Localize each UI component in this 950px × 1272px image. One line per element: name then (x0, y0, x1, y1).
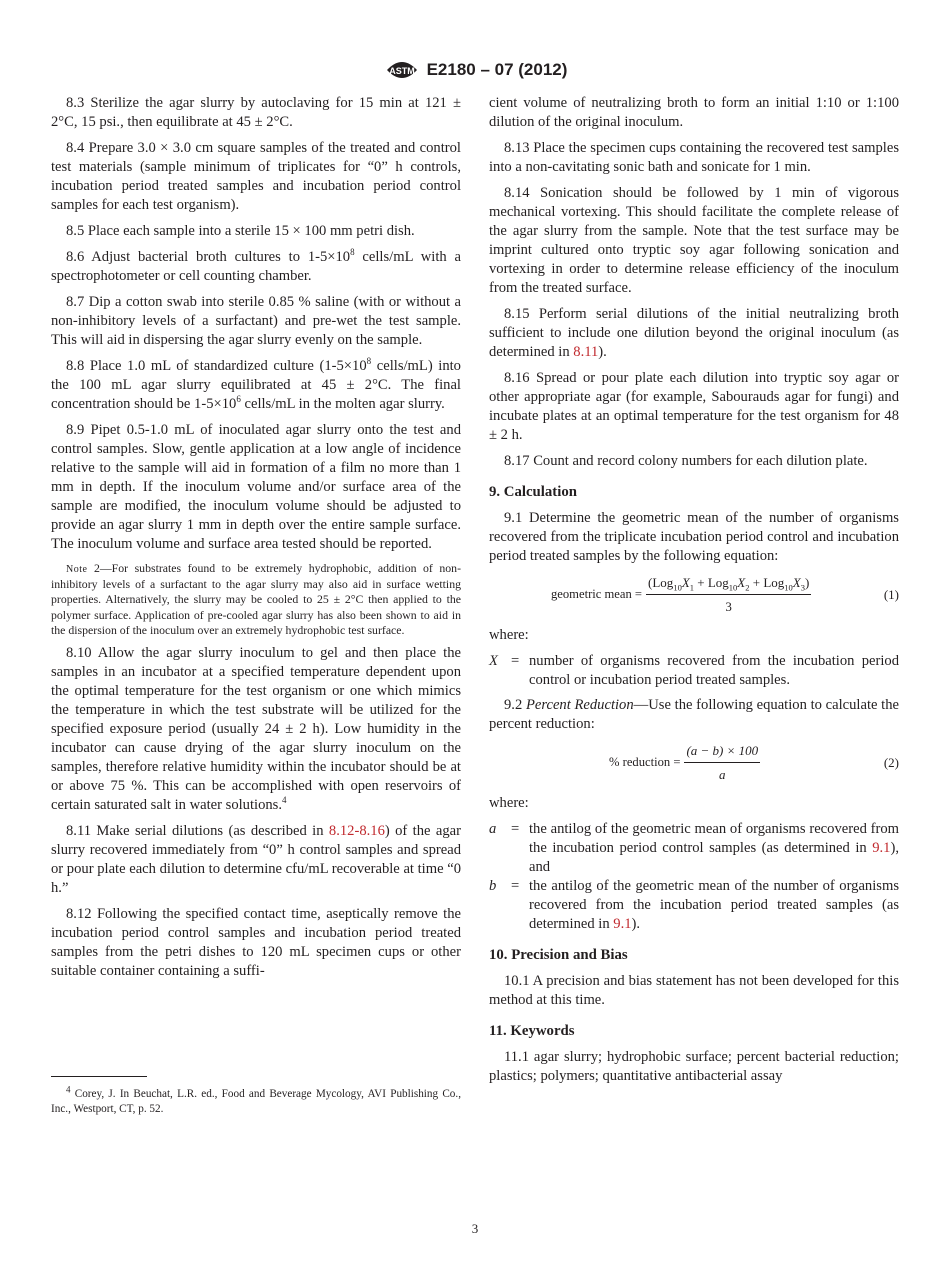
equation-1-fraction (646, 573, 811, 616)
paragraph-8-17: 8.17 Count and record colony numbers for each dilution plate. (504, 453, 868, 469)
section-heading-precision-and-bias: 10. Precision and Bias (489, 947, 628, 963)
paragraph-8-12-continued: cient volume of neutralizing broth to form an initial 1:10 or 1:100 dilution of the original inoculum. (489, 95, 899, 130)
equation-2 (489, 741, 899, 784)
paragraph-8-8: 8.8 Place 1.0 mL of standardized culture ($1-5\times 10^8$ cells/mL) into the 100 mL agar slurry equilibrated at 45 ± 2°C. The final concentration should be $1-5\times 10^6$ cells/mL in the molten agar slurry. (51, 356, 461, 412)
definition-b: b = the antilog of the geometric mean of the number of organisms recovered from the incubation period treated samples (as determined in 9.1). (489, 878, 899, 932)
right-column (489, 94, 899, 1093)
footnote-4: $^4$ Corey, J. In Beuchat, L.R. ed., Food and Beverage Mycology, AVI Publishing Co., Inc., Westport, CT, p. 52. (51, 1084, 461, 1115)
equation-1-number: (1) (883, 587, 899, 602)
link-9-1-a[interactable]: 9.1 (872, 840, 891, 856)
paragraph-8-14: 8.14 Sonication should be followed by 1 min of vigorous mechanical vortexing. This should facilitate the complete release of the agar slurry from the sample. Note that the test surface may be imprint cultured onto tryptic soy agar following sonication and vortexing in order to determine release efficiency of the inoculum from the treated surface. (489, 185, 899, 296)
definition-a: a = the antilog of the geometric mean of organisms recovered from the incubation period control samples (as determined in 9.1), and (489, 821, 899, 875)
equation-1-denominator: 3 (725, 599, 732, 614)
link-9-1-b[interactable]: 9.1 (613, 916, 632, 932)
definitions-2 (489, 820, 899, 934)
equation-1-lhs: geometric mean = (551, 587, 643, 601)
paragraph-8-11: 8.11 Make serial dilutions (as described in 8.12-8.16) of the agar slurry recovered immediately from “0” h control samples and spread or pour plate each dilution to determine cfu/mL recoverable at time “0 h.” (51, 823, 461, 897)
section-heading-keywords: 11. Keywords (489, 1023, 575, 1039)
note-2: Note 2—For substrates found to be extremely hydrophobic, addition of non-inhibitory levels of a surfactant to the agar slurry may also aid in surface wetting properties. Alternatively, the slurry may be cooled to 25 ± 2°C then applied to the polymer surface. Application of pre-cooled agar slurry has also been shown to aid in the dispersion of the inoculum over an extremely hydrophobic test surface. (51, 561, 461, 637)
paragraph-8-16: 8.16 Spread or pour plate each dilution into tryptic soy agar or other appropriate agar (for example, Sabourauds agar for fungi) and incubate plates at an optimal temperature for the test organism for 48 ± 2 h. (489, 370, 899, 443)
page-number: 3 (471, 1221, 479, 1236)
equation-2-number: (2) (883, 755, 899, 770)
paragraph-10-1: 10.1 A precision and bias statement has not been developed for this method at this time. (489, 973, 899, 1008)
paragraph-8-10: 8.10 Allow the agar slurry inoculum to gel and then place the samples in an incubator at a specified temperature dependent upon the optimal temperature for the test organism or one which mimics the temperature in which the test substrate will be utilized for the specified exposure period (usually 24 ± 2 h). Low humidity in the incubator can cause drying of the agar slurry inoculum on the samples, therefore relative humidity within the incubator should be at or above 75 %. This can be accomplished with open reservoirs of certain saturated salt in water solutions.$^4$ (51, 645, 461, 814)
paragraph-8-9: 8.9 Pipet 0.5-1.0 mL of inoculated agar slurry onto the test and control samples. Slow, gentle application at a low angle of incidence relative to the sample will aid in formation of a film no more than 1 mm in depth. If the inoculum volume and/or surface area of the sample are modified, the inoculum volume should be adjusted to provide an agar slurry 1 mm in depth over the entire sample surface. The inoculum volume and surface area tested should be reported. (51, 422, 461, 552)
equation-2-lhs: % reduction = (609, 755, 681, 769)
paragraph-8-7: 8.7 Dip a cotton swab into sterile 0.85 % saline (with or without a non-inhibitory levels of a surfactant) and pre-wet the test sample. This will aid in dispersing the agar slurry evenly on the sample. (51, 294, 461, 348)
paragraph-11-1: 11.1 agar slurry; hydrophobic surface; percent bacterial reduction; plastics; polymers; quantitative antibacterial assay (489, 1049, 899, 1084)
left-column (51, 94, 461, 988)
equation-1 (489, 573, 899, 616)
paragraph-8-12: 8.12 Following the specified contact time, aseptically remove the incubation period control samples and incubation period treated samples from the petri dishes to 120 mL specimen cups or other suitable container containing a suffi- (51, 906, 461, 980)
paragraph-8-13: 8.13 Place the specimen cups containing the recovered test samples into a non-cavitating sonic bath and sonicate for 1 min. (489, 140, 899, 175)
link-8-11[interactable]: 8.11 (573, 344, 599, 360)
definition-x: X = number of organisms recovered from the incubation period control or incubation period treated samples. (489, 653, 899, 688)
paragraph-8-6: 8.6 Adjust bacterial broth cultures to $1-5\times 10^8$ cells/mL with a spectrophotometer or cell counting chamber. (51, 247, 461, 284)
equation-2-fraction (684, 741, 760, 784)
equation-2-denominator: a (719, 767, 726, 782)
paragraph-8-3: 8.3 Sterilize the agar slurry by autoclaving for 15 min at 121 ± 2°C, 15 psi., then equilibrate at 45 ± 2°C. (51, 95, 461, 130)
paragraph-9-2: 9.2 Percent Reduction—Use the following equation to calculate the percent reduction: (489, 697, 899, 732)
astm-logo-icon (383, 56, 421, 84)
page-header (0, 56, 950, 86)
paragraph-8-15: 8.15 Perform serial dilutions of the initial neutralizing broth sufficient to include one dilution beyond the original inoculum (as determined in 8.11). (489, 306, 899, 360)
paragraph-9-1: 9.1 Determine the geometric mean of the number of organisms recovered from the triplicate incubation period control and incubation period treated samples by the following equation: (489, 510, 899, 564)
paragraph-8-5: 8.5 Place each sample into a sterile 15 × 100 mm petri dish. (66, 223, 415, 239)
logo-text: ASTM (388, 66, 415, 76)
where-label-2: where: (489, 795, 529, 811)
paragraph-8-4: 8.4 Prepare 3.0 × 3.0 cm square samples of the treated and control test materials (sample minimum of triplicates for “0” h controls, incubation period treated samples and incubation period control samples for each test organism). (51, 140, 461, 213)
link-8-12-8-16[interactable]: 8.12-8.16 (328, 823, 385, 840)
document-id: E2180 – 07 (2012) (426, 60, 568, 79)
equation-1-numerator: $(Log_{10}X_1 + Log_{10}X_2 + Log_{10}X_3)$ (646, 573, 811, 595)
definitions-1 (489, 652, 899, 690)
where-label-1: where: (489, 627, 529, 643)
section-heading-calculation: 9. Calculation (489, 484, 577, 500)
footnote-divider (51, 1076, 147, 1077)
equation-2-numerator: (a − b) × 100 (684, 741, 760, 763)
